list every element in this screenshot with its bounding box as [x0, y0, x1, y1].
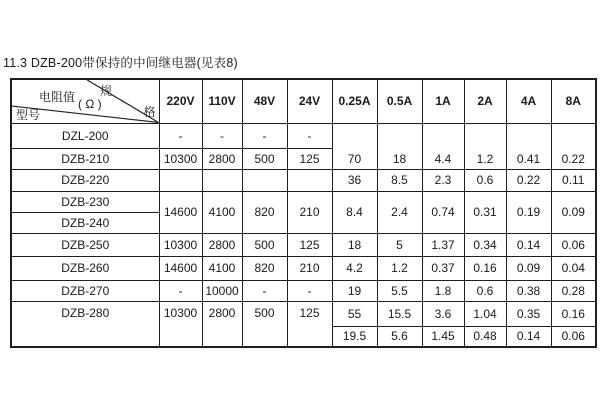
table-cell: 18 [332, 233, 377, 256]
table-cell [242, 169, 287, 191]
column-header: 2A [464, 79, 506, 123]
table-cell: 55 [332, 301, 377, 326]
column-header: 1A [422, 79, 464, 123]
table-cell [159, 169, 202, 191]
table-cell: 2800 [202, 233, 242, 256]
table-cell: 18 [377, 123, 422, 169]
table-cell: 0.38 [506, 280, 551, 301]
table-cell: DZB-210 [11, 148, 159, 169]
table-cell: 125 [287, 148, 332, 169]
table-cell: 1.2 [377, 256, 422, 280]
corner-label-resistance: 电阻值 [39, 90, 76, 104]
table-cell: 0.22 [551, 123, 596, 169]
table-cell: 0.34 [464, 233, 506, 256]
table-cell: 0.28 [551, 280, 596, 301]
table-cell: 4100 [202, 256, 242, 280]
table-cell: - [287, 280, 332, 301]
column-header: 48V [242, 79, 287, 123]
table-cell: 8.5 [377, 169, 422, 191]
table-cell: DZB-250 [11, 233, 159, 256]
table-cell: 10300 [159, 301, 202, 347]
table-cell: 0.16 [551, 301, 596, 326]
table-cell: 0.14 [506, 233, 551, 256]
table-row [11, 301, 596, 326]
relay-spec-table [10, 78, 597, 348]
table-cell: 0.09 [506, 256, 551, 280]
table-cell: 0.41 [506, 123, 551, 169]
table-cell: 0.31 [464, 191, 506, 233]
table-cell: 820 [242, 256, 287, 280]
table-cell: 0.06 [551, 233, 596, 256]
table-cell: 0.14 [506, 326, 551, 347]
table-cell: 0.16 [464, 256, 506, 280]
table-cell: 0.35 [506, 301, 551, 326]
table-cell: 210 [287, 191, 332, 233]
table-cell: 19 [332, 280, 377, 301]
table-cell: 0.19 [506, 191, 551, 233]
table-cell: 500 [242, 233, 287, 256]
table-row [11, 169, 596, 191]
table-cell: 3.6 [422, 301, 464, 326]
corner-label-resistance-unit: ( Ω ) [78, 97, 102, 111]
table-cell: 1.45 [422, 326, 464, 347]
table-cell: 4.4 [422, 123, 464, 169]
table-body [11, 123, 596, 347]
table-cell: 1.04 [464, 301, 506, 326]
table-cell: - [242, 280, 287, 301]
table-cell: DZB-260 [11, 256, 159, 280]
table-cell: 210 [287, 256, 332, 280]
table-cell: 0.09 [551, 191, 596, 233]
table-cell: 0.6 [464, 169, 506, 191]
table-cell: 2800 [202, 148, 242, 169]
table-cell: 1.2 [464, 123, 506, 169]
table-cell: 14600 [159, 191, 202, 233]
table-cell: 0.06 [551, 326, 596, 347]
table-cell: - [287, 123, 332, 148]
column-header: 8A [551, 79, 596, 123]
table-cell: 0.04 [551, 256, 596, 280]
table-cell: 820 [242, 191, 287, 233]
table-cell: 125 [287, 233, 332, 256]
table-cell: 0.11 [551, 169, 596, 191]
table-cell: 500 [242, 148, 287, 169]
corner-label-spec-top: 规 [100, 84, 113, 98]
table-cell: - [159, 123, 202, 148]
table-cell: 15.5 [377, 301, 422, 326]
table-cell: 14600 [159, 256, 202, 280]
column-header: 0.5A [377, 79, 422, 123]
table-cell: 0.48 [464, 326, 506, 347]
table-cell: - [242, 123, 287, 148]
table-cell: 10300 [159, 233, 202, 256]
table-row [11, 233, 596, 256]
corner-label-spec-bottom: 格 [143, 105, 156, 119]
table-cell: DZB-240 [11, 212, 159, 233]
table-cell: 19.5 [332, 326, 377, 347]
table-cell: 2.3 [422, 169, 464, 191]
table-cell: 1.8 [422, 280, 464, 301]
table-cell: 36 [332, 169, 377, 191]
table-cell: 0.74 [422, 191, 464, 233]
table-row [11, 191, 596, 212]
table-row [11, 280, 596, 301]
table-cell: - [159, 280, 202, 301]
table-cell: 5 [377, 233, 422, 256]
table-cell [287, 169, 332, 191]
table-row [11, 123, 596, 148]
table-cell: 2.4 [377, 191, 422, 233]
column-header: 24V [287, 79, 332, 123]
table-corner-header [11, 79, 159, 123]
table-cell [202, 169, 242, 191]
table-cell: 500 [242, 301, 287, 347]
table-cell: 0.37 [422, 256, 464, 280]
table-cell: 70 [332, 123, 377, 169]
table-cell: DZB-270 [11, 280, 159, 301]
table-cell: 0.6 [464, 280, 506, 301]
header-row [11, 79, 596, 123]
corner-label-model: 型号 [16, 108, 41, 122]
column-header: 220V [159, 79, 202, 123]
table-cell: DZL-200 [11, 123, 159, 148]
table-cell: 5.6 [377, 326, 422, 347]
table-cell: DZB-220 [11, 169, 159, 191]
table-cell: 125 [287, 301, 332, 347]
table-cell: 4.2 [332, 256, 377, 280]
column-header: 0.25A [332, 79, 377, 123]
table-cell: 4100 [202, 191, 242, 233]
table-cell: 8.4 [332, 191, 377, 233]
table-cell: - [202, 123, 242, 148]
table-cell: 1.37 [422, 233, 464, 256]
table-cell: DZB-280 [11, 301, 159, 347]
table-cell: DZB-230 [11, 191, 159, 212]
table-cell: 0.22 [506, 169, 551, 191]
table-row [11, 256, 596, 280]
table-cell: 10300 [159, 148, 202, 169]
table-cell: 5.5 [377, 280, 422, 301]
column-header: 110V [202, 79, 242, 123]
column-header: 4A [506, 79, 551, 123]
table-cell: 10000 [202, 280, 242, 301]
table-cell: 2800 [202, 301, 242, 347]
section-title: 11.3 DZB-200带保持的中间继电器(见表8) [3, 56, 238, 70]
